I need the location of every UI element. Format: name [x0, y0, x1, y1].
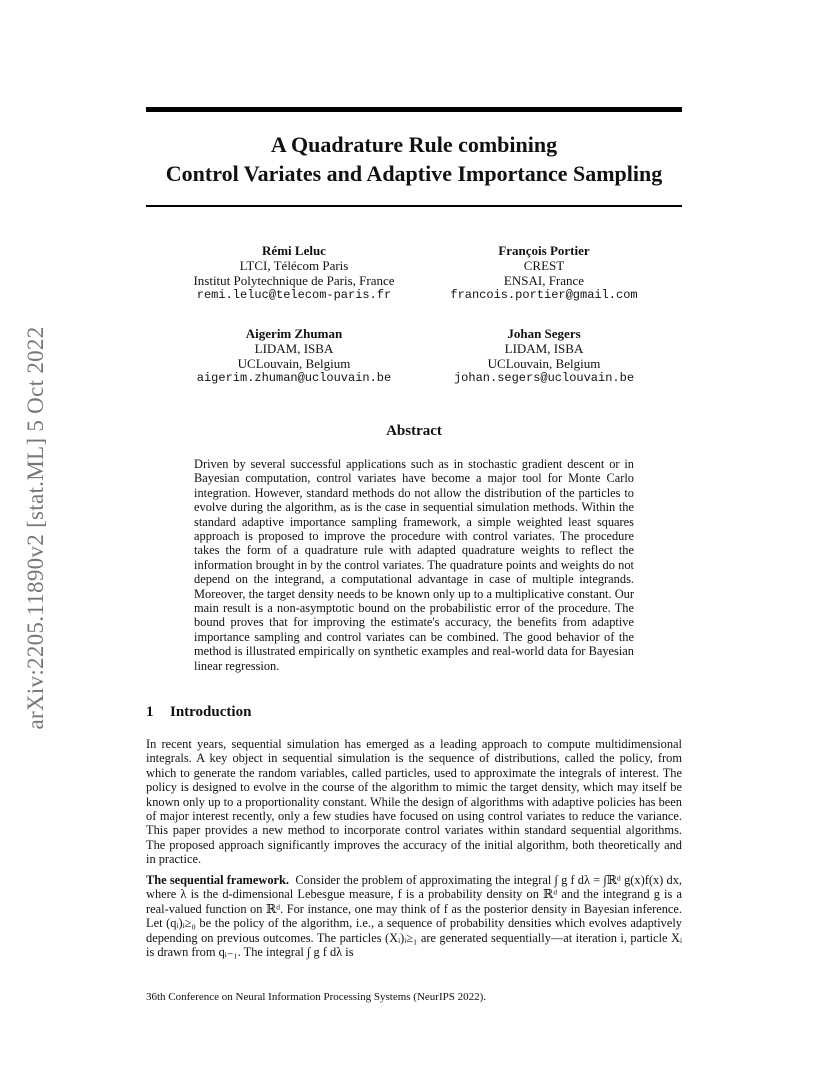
author-email: aigerim.zhuman@uclouvain.be — [196, 371, 392, 385]
author-affiliation: Institut Polytechnique de Paris, France — [193, 273, 395, 288]
author-affiliation: LIDAM, ISBA — [504, 341, 584, 356]
author-affiliation: CREST — [523, 258, 565, 273]
abstract-heading: Abstract — [386, 423, 442, 439]
title-top-rule — [146, 107, 682, 112]
author-affiliation: UCLouvain, Belgium — [487, 356, 601, 371]
section-heading — [146, 704, 251, 721]
title-line-2: Control Variates and Adaptive Importance Sampling — [165, 161, 663, 186]
title-line-1: A Quadrature Rule combining — [270, 132, 558, 157]
author-name: Rémi Leluc — [262, 243, 326, 258]
author-email: remi.leluc@telecom-paris.fr — [196, 288, 392, 302]
conference-footnote: 36th Conference on Neural Information Processing Systems (NeurIPS 2022). — [146, 991, 487, 1003]
arxiv-identifier: arXiv:2205.11890v2 [stat.ML] 5 Oct 2022 — [23, 326, 48, 730]
paragraph-text: Consider the problem of approximating the integral ∫ g f dλ = ∫ℝᵈ g(x)f(x) dx, where λ is the d-dimensional Lebesgue measure, f is a probability density on ℝᵈ and the integrand g is a real-valued function on ℝᵈ. For instance, one may think of f as the posterior density in Bayesian inference. Let (qᵢ)ᵢ≥₀ be the policy of the algorithm, i.e., a sequence of probability densities which evolves adaptively depending on previous outcomes. The particles (Xᵢ)ᵢ≥₁ are generated sequentially—at iteration i, particle Xᵢ is drawn from qᵢ₋₁. The integral ∫ g f dλ is — [146, 873, 682, 960]
section-number: 1 — [146, 704, 154, 720]
author-affiliation: UCLouvain, Belgium — [237, 356, 351, 371]
arxiv-sidebar — [18, 292, 54, 764]
author-block — [164, 326, 424, 386]
author-email: johan.segers@uclouvain.be — [453, 371, 635, 385]
author-name: François Portier — [498, 243, 590, 258]
author-block — [164, 243, 424, 303]
author-affiliation: ENSAI, France — [503, 273, 585, 288]
title-bottom-rule — [146, 205, 682, 207]
author-email: francois.portier@gmail.com — [450, 288, 638, 302]
author-name: Aigerim Zhuman — [245, 326, 343, 341]
paragraph-lead: The sequential framework. — [146, 873, 290, 887]
intro-paragraph: In recent years, sequential simulation has emerged as a leading approach to compute multidimensional integrals. A key object in sequential simulation is the sequence of distributions, called the policy, from which to generate the random variables, called particles, used to approximate the integrals of interest. The policy is designed to evolve in the course of the algorithm to mimic the target density, which may itself be known only up to a proportionality constant. While the design of algorithms with adaptive policies has been of major interest recently, only a few studies have focused on using control variates to reduce the variance. This paper provides a new method to incorporate control variates within standard sequential algorithms. The proposed approach significantly improves the accuracy of the initial algorithm, both theoretically and in practice. — [146, 737, 682, 867]
author-affiliation: LIDAM, ISBA — [254, 341, 334, 356]
author-affiliation: LTCI, Télécom Paris — [239, 258, 349, 273]
abstract-text: Driven by several successful applications such as in stochastic gradient descent or in Bayesian computation, control variates have become a major tool for Monte Carlo integration. However, standard methods do not allow the distribution of the particles to evolve during the algorithm, as is the case in sequential simulation methods. Within the standard adaptive importance sampling framework, a simple weighted least squares approach is proposed to improve the procedure with control variates. The procedure takes the form of a quadrature rule with adapted quadrature weights to reflect the information brought in by the control variates. The quadrature points and weights do not depend on the integrand, a computational advantage in case of multiple integrands. Moreover, the target density needs to be known only up to a multiplicative constant. Our main result is a non-asymptotic bound on the probabilistic error of the procedure. The bound proves that for improving the estimate's accuracy, the benefits from adaptive importance sampling and control variates can be combined. The good behavior of the method is illustrated empirically on synthetic examples and real-world data for Bayesian linear regression. — [194, 457, 634, 673]
framework-paragraph — [146, 873, 682, 959]
section-title: Introduction — [170, 704, 252, 720]
author-name: Johan Segers — [507, 326, 581, 341]
author-block — [414, 243, 674, 303]
paper-title — [146, 130, 682, 188]
author-block — [414, 326, 674, 386]
